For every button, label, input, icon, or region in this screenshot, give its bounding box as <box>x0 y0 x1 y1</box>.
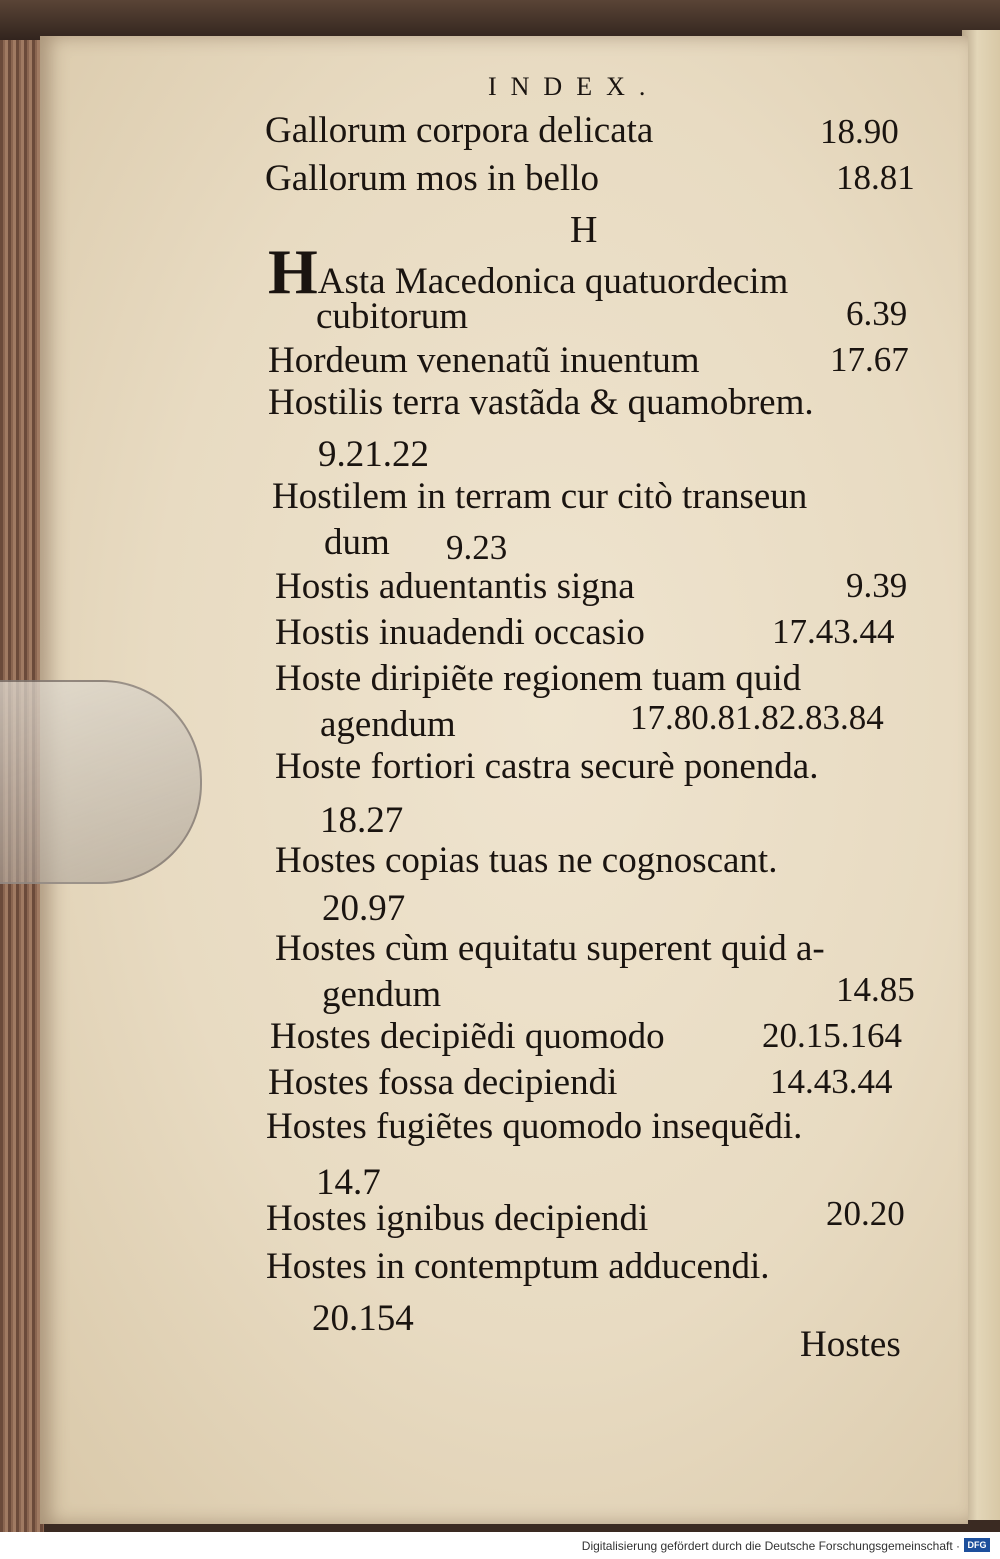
index-entry: Hostis inuadendi occasio <box>275 612 645 653</box>
index-page-ref: 9.23 <box>446 528 508 567</box>
index-entry: dum <box>324 522 390 563</box>
index-page-ref: 14.85 <box>836 970 915 1009</box>
index-entry: Gallorum corpora delicata <box>265 110 654 151</box>
index-entry: Hostes decipiẽdi quomodo <box>270 1016 665 1057</box>
index-entry: Hostis aduentantis signa <box>275 566 635 607</box>
page-clip <box>0 680 202 884</box>
index-page-ref: 6.39 <box>846 294 908 333</box>
index-entry: Hordeum venenatũ inuentum <box>268 340 700 381</box>
index-entry: 20.97 <box>322 888 406 929</box>
page-heading: INDEX. <box>488 72 660 101</box>
index-entry: Hostes in contemptum adducendi. <box>266 1246 770 1287</box>
index-page-ref: 14.43.44 <box>770 1062 893 1101</box>
index-entry <box>268 236 789 307</box>
section-letter: H <box>570 209 598 251</box>
index-entry: 9.21.22 <box>318 434 429 475</box>
footer-credit: Digitalisierung gefördert durch die Deutsche Forschungsgemeinschaft · <box>581 1539 960 1553</box>
index-page-ref: 20.20 <box>826 1194 905 1233</box>
index-entry: Hostes copias tuas ne cognoscant. <box>275 840 778 881</box>
index-entry: 20.154 <box>312 1298 414 1339</box>
index-entry: Hostes fugiẽtes quomodo insequẽdi. <box>266 1106 803 1147</box>
index-page-ref: 18.90 <box>820 112 899 151</box>
index-entry: Hoste diripiẽte regionem tuam quid <box>275 658 802 699</box>
index-entry-text: Asta Macedonica quatuordecim <box>317 261 789 302</box>
index-page-ref: 18.81 <box>836 158 915 197</box>
index-entry: Hostilis terra vastãda & quamobrem. <box>268 382 814 423</box>
index-page-ref: 17.43.44 <box>772 612 895 651</box>
index-entry: Hostes ignibus decipiendi <box>266 1198 649 1239</box>
index-entry: Hostes fossa decipiendi <box>268 1062 618 1103</box>
index-entry: cubitorum <box>316 296 469 337</box>
index-page-ref: 20.15.164 <box>762 1016 902 1055</box>
index-entry: 14.7 <box>316 1162 381 1203</box>
index-page-ref: 17.80.81.82.83.84 <box>630 698 884 737</box>
index-entry: Gallorum mos in bello <box>265 158 599 199</box>
catchword: Hostes <box>800 1324 901 1365</box>
dfg-logo: DFG <box>964 1538 990 1552</box>
index-entry: 18.27 <box>320 800 404 841</box>
drop-cap: H <box>268 236 318 307</box>
index-page-ref: 9.39 <box>846 566 908 605</box>
index-entry: gendum <box>322 974 442 1015</box>
index-entry: Hostes cùm equitatu superent quid a- <box>275 928 825 969</box>
index-entry: Hoste fortiori castra securè ponenda. <box>275 746 819 787</box>
index-entry: Hostilem in terram cur citò transeun <box>272 476 808 517</box>
index-page-ref: 17.67 <box>830 340 909 379</box>
index-entry: agendum <box>320 704 456 745</box>
